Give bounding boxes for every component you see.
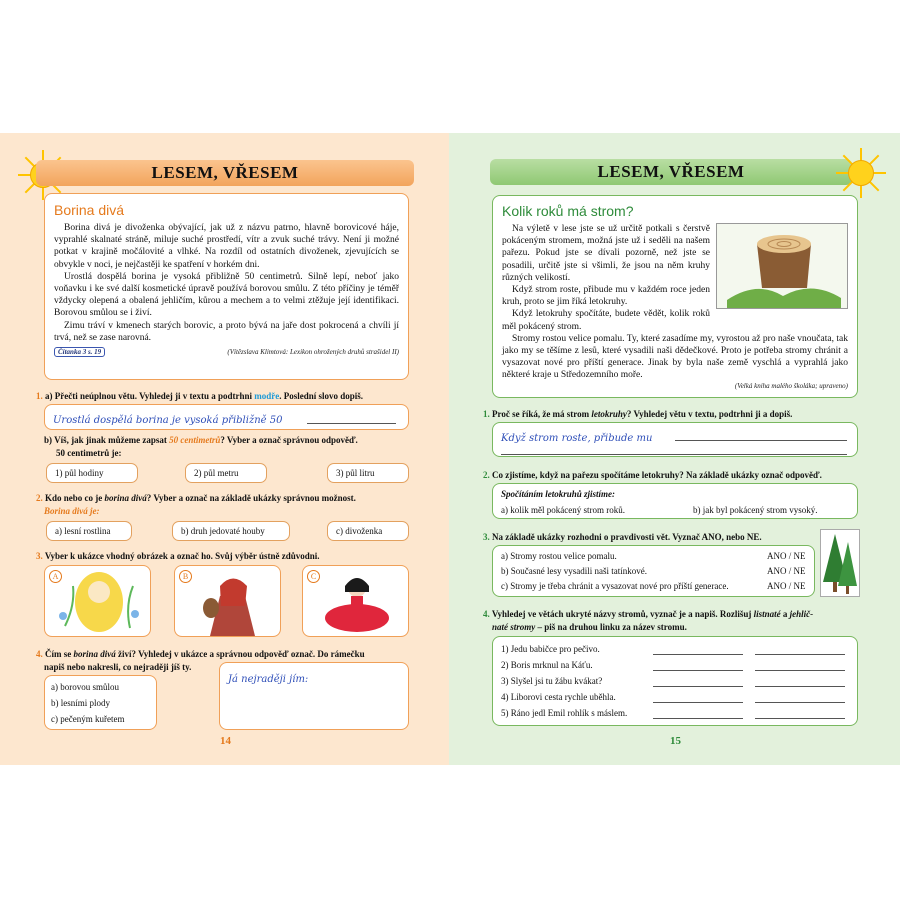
left-q1-answer-box[interactable] (44, 404, 409, 430)
left-page-title: LESEM, VŘESEM (36, 160, 414, 186)
answer-line[interactable] (653, 654, 743, 655)
left-article-paragraph: Urostlá dospělá borina je vysoká přibližně 50 centimetrů. Silně lepí, neboť jako voňavku i ke své další kosmetické úpravě používá borovou smůlu. Z této příčiny je téměř vždycky olepená a obalená jehličím, kůrou a mechem a to velmi ztěžuje její identifikaci. Borovou smůlou se i živí. (54, 271, 399, 319)
question-number: 4. (36, 649, 43, 659)
right-page-title: LESEM, VŘESEM (490, 159, 852, 185)
label-b: B (179, 570, 192, 583)
question-text: b) Víš, jak jinak můžeme zapsat (44, 435, 167, 445)
question-number: 2. (483, 470, 490, 480)
fir-tree-image (820, 529, 860, 597)
yes-no-choice[interactable]: ANO / NE (767, 581, 806, 591)
statement: a) Stromy rostou velice pomalu. (501, 551, 617, 561)
sentence: 5) Ráno jedl Emil rohlík s máslem. (501, 708, 628, 718)
question-text: Vyhledej ve větách ukryté názvy stromů, vyznač je a napiš. Rozlišuj (491, 609, 752, 619)
question-number: 1. (483, 409, 490, 419)
left-article-box (44, 193, 409, 380)
label-a: A (49, 570, 62, 583)
option-button[interactable]: 2) půl metru (185, 463, 267, 483)
statement: b) Současné lesy vysadili naši tatínkové. (501, 566, 647, 576)
handwritten-answer: Urostlá dospělá borina je vysoká přibližně 50 (53, 415, 283, 426)
left-q2 (36, 492, 416, 504)
picture-option-b[interactable] (174, 565, 281, 637)
right-article-heading: Kolik roků má strom? (502, 203, 634, 219)
answer-line[interactable] (755, 670, 845, 671)
right-q1 (483, 408, 863, 420)
left-article-text (54, 222, 399, 344)
left-q4-line2: napiš nebo nakresli, co nejraději jíš ty. (44, 662, 192, 672)
question-number: 4. (483, 609, 490, 619)
handwritten-answer: Já nejraději jím: (228, 674, 309, 685)
option-item[interactable]: b) jak byl pokácený strom vysoký. (693, 505, 818, 515)
left-article-paragraph: Borina divá je divoženka obývající, jak už z názvu patrno, hlavně borovicové háje, vyprahlé skalnaté stráně, miluje suché prostředí, vítr a zvuk suché trávy. Není ji možné potkat v krajině močálovité a vlhké. Na rozdíl od ostatních divoženek, zjevujících se obvykle v noci, je nejčastěji ke spatření v horkém dni. (54, 223, 399, 270)
right-q2-box (492, 483, 858, 519)
right-article-paragraph: Když letokruhy spočítáte, budete vědět, kolik roků měl pokácený strom. (502, 309, 710, 332)
left-q1b-sub: 50 centimetrů je: (56, 448, 122, 458)
question-text: ? Vyber a označ správnou odpověď. (220, 435, 358, 445)
right-article-paragraph: Když strom roste, přibude mu v každém roce jeden kruh, proto se jim říká letokruhy. (502, 285, 710, 308)
yes-no-choice[interactable]: ANO / NE (767, 566, 806, 576)
right-q3-box (492, 545, 815, 597)
left-q2-sub: Borina divá je: (44, 506, 100, 516)
answer-line[interactable] (653, 670, 743, 671)
right-source: (Velká kniha malého školáka; upraveno) (734, 381, 848, 390)
question-text: Kdo nebo co je (45, 493, 103, 503)
question-text: a) Přečti neúplnou větu. Vyhledej ji v textu a podtrhni (45, 391, 253, 401)
italic-term: jehlič- (789, 609, 814, 619)
right-article-paragraph: Na výletě v lese jste se už určitě potkali s čerstvě pokáceným stromem, možná jste už i seděli na našem pařezu. Pokud jste se dívali pozorně, než jste se posadili, určitě jste si všimli, že jsou na něm kruhy různých velikostí. (502, 224, 710, 283)
right-page-number: 15 (670, 735, 681, 747)
question-text: . Poslední slovo dopiš. (279, 391, 364, 401)
left-q4-options-box (44, 675, 157, 730)
option-item[interactable]: c) pečeným kuřetem (51, 714, 125, 724)
drawing-box[interactable] (219, 662, 409, 730)
question-number: 1. (36, 391, 43, 401)
question-number: 3. (483, 532, 490, 542)
answer-line[interactable] (755, 686, 845, 687)
picture-option-c[interactable] (302, 565, 409, 637)
question-text: Proč se říká, že má strom (492, 409, 590, 419)
right-q4 (483, 608, 861, 620)
option-button[interactable]: a) lesní rostlina (46, 521, 132, 541)
answer-line[interactable] (755, 702, 845, 703)
yes-no-choice[interactable]: ANO / NE (767, 551, 806, 561)
highlight-word: modře (254, 391, 280, 401)
option-item[interactable]: b) lesními plody (51, 698, 110, 708)
answer-line[interactable] (653, 702, 743, 703)
question-text: – piš na druhou linku za název stromu. (537, 622, 687, 632)
question-text: Čím se (45, 649, 72, 659)
option-item[interactable]: a) kolik měl pokácený strom roků. (501, 505, 625, 515)
right-article-box (492, 195, 858, 398)
answer-line[interactable] (755, 654, 845, 655)
left-q1b (44, 434, 424, 446)
italic-term: naté stromy (492, 622, 536, 632)
statement: c) Stromy je třeba chránit a vysazovat nové pro příští generace. (501, 581, 729, 591)
answer-line[interactable] (653, 686, 743, 687)
question-text: Co zjistíme, když na pařezu spočítáme letokruhy? Na základě ukázky označ odpověď. (492, 470, 822, 480)
option-button[interactable]: c) divoženka (327, 521, 409, 541)
left-q1 (36, 390, 416, 402)
label-c: C (307, 570, 320, 583)
left-article-paragraph: Zimu tráví v kmenech starých borovic, a proto bývá na jaře dost pokrocená a chvíli jí trvá, než se zase narovná. (54, 320, 399, 343)
italic-term: listnaté (753, 609, 781, 619)
option-button[interactable]: b) druh jedovaté houby (172, 521, 290, 541)
option-button[interactable]: 3) půl litru (327, 463, 409, 483)
answer-line[interactable] (755, 718, 845, 719)
sentence: 4) Liborovi cesta rychle uběhla. (501, 692, 616, 702)
sentence: 2) Boris mrknul na Káťu. (501, 660, 593, 670)
right-q2-sub: Spočítáním letokruhů zjistíme: (501, 489, 616, 499)
sentence: 1) Jedu babičce pro pečivo. (501, 644, 600, 654)
answer-line[interactable] (653, 718, 743, 719)
italic-term: borina divá (73, 649, 116, 659)
picture-option-a[interactable] (44, 565, 151, 637)
right-q3 (483, 531, 823, 543)
sun-icon (836, 148, 886, 198)
option-item[interactable]: a) borovou smůlou (51, 682, 119, 692)
left-q4 (36, 648, 416, 660)
sentence: 3) Slyšel jsi tu žábu kvákat? (501, 676, 603, 686)
right-q1-answer-box[interactable] (492, 422, 858, 457)
question-number: 3. (36, 551, 43, 561)
question-number: 2. (36, 493, 43, 503)
tree-stump-image (716, 223, 848, 309)
right-q2 (483, 469, 863, 481)
question-text: Vyber k ukázce vhodný obrázek a označ ho. Svůj výběr ústně zdůvodni. (44, 551, 320, 561)
italic-term: borina divá (104, 493, 147, 503)
question-text: Na základě ukázky rozhodni o pravdivosti vět. Vyznač ANO, nebo NE. (492, 532, 762, 542)
highlight-word: 50 centimetrů (169, 435, 221, 445)
right-q4-box (492, 636, 858, 726)
left-q3 (36, 550, 416, 562)
right-article-paragraph: Stromy rostou velice pomalu. Ty, které zasadíme my, vyrostou až pro naše vnoučata, tak jako my se těšíme z lesů, které vysadili naši dědečkové. Proto je potřeba stromy chránit a vysazovat nové pro příští generace. Jinak by byla naše země vyschlá a vyprahlá jako některé kraje u Středozemního moře. (502, 333, 848, 381)
handwritten-answer: Když strom roste, přibude mu (501, 433, 653, 444)
question-text: ? Vyber a označ na základě ukázky správnou možnost. (146, 493, 356, 503)
question-text: a (782, 609, 788, 619)
question-text: živí? Vyhledej v ukázce a správnou odpověď označ. Do rámečku (118, 649, 365, 659)
option-button[interactable]: 1) půl hodiny (46, 463, 138, 483)
right-q4-line2 (492, 621, 687, 633)
citanka-badge: Čítanka 3 s. 19 (54, 347, 105, 357)
question-text: ? Vyhledej větu v textu, podtrhni ji a dopiš. (626, 409, 793, 419)
left-article-heading: Borina divá (54, 202, 125, 218)
italic-term: letokruhy (591, 409, 627, 419)
left-page-number: 14 (220, 735, 231, 747)
left-source: (Vítězslava Klimtová: Lexikon ohrožených druhů strašidel II) (227, 348, 399, 357)
